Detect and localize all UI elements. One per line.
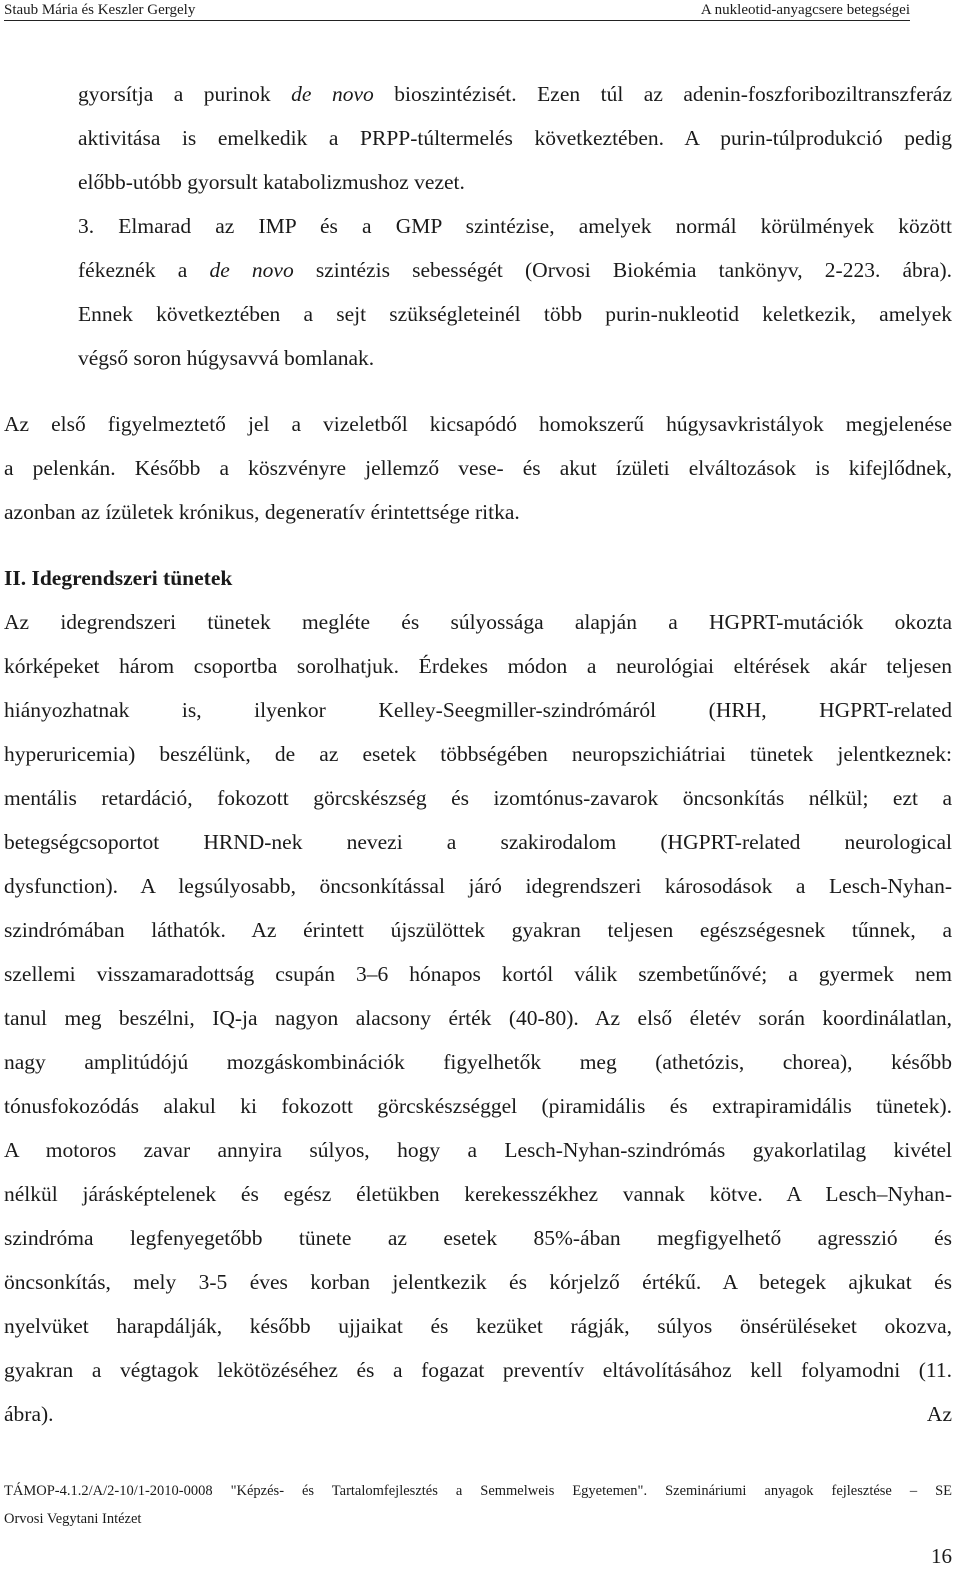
text-line: tanul meg beszélni, IQ-ja nagyon alacsony érték (40-80). Az első életév során koordinálatlan, <box>4 1006 952 1030</box>
text-line: gyakran a végtagok lekötözéséhez és a fogazat preventív eltávolításához kell folyamodni (11. <box>4 1358 952 1382</box>
text-line: végső soron húgysavvá bomlanak. <box>78 346 375 370</box>
footer-project-line: TÁMOP-4.1.2/A/2-10/1-2010-0008 "Képzés- és Tartalomfejlesztés a Semmelweis Egyetemen". Szemináriumi anyagok fejlesztése – SE <box>4 1483 952 1499</box>
text-line: előbb-utóbb gyorsult katabolizmushoz vezet. <box>78 170 465 194</box>
section-heading: II. Idegrendszeri tünetek <box>4 566 233 590</box>
list-item-3: 3. Elmarad az IMP és a GMP szintézise, amelyek normál körülmények között <box>78 214 952 238</box>
text-line: hyperuricemia) beszélünk, de az esetek többségében neuropszichiátriai tünetek jelentkeznek: <box>4 742 952 766</box>
text-line: tónusfokozódás alakul ki fokozott görcskészséggel (piramidális és extrapiramidális tünetek). <box>4 1094 952 1118</box>
text-line: mentális retardáció, fokozott görcskészség és izomtónus-zavarok öncsonkítás nélkül; ezt a <box>4 786 952 810</box>
text-line: azonban az ízületek krónikus, degeneratív érintettsége ritka. <box>4 500 520 524</box>
page-number: 16 <box>931 1544 952 1568</box>
text-line: aktivitása is emelkedik a PRPP-túltermelés következtében. A purin-túlprodukció pedig <box>78 126 952 150</box>
text-line: ábra). Az <box>4 1392 952 1436</box>
text-line: a pelenkán. Később a köszvényre jellemző vese- és akut ízületi elváltozások is kifejlődnek, <box>4 456 952 480</box>
text-line: nagy amplitúdójú mozgáskombinációk figyelhetők meg (athetózis, chorea), később <box>4 1050 952 1074</box>
header-chapter-title: A nukleotid-anyagcsere betegségei <box>700 2 910 18</box>
page-footer <box>4 1480 952 1530</box>
italic-term: de novo <box>291 82 374 106</box>
text-line: Az idegrendszeri tünetek megléte és súlyossága alapján a HGPRT-mutációk okozta <box>4 610 952 634</box>
text-line: öncsonkítás, mely 3-5 éves korban jelentkezik és kórjelző értékű. A betegek ajkukat és <box>4 1270 952 1294</box>
text-line: betegségcsoportot HRND-nek nevezi a szakirodalom (HGPRT-related neurological <box>4 830 952 854</box>
text-line: Az első figyelmeztető jel a vizeletből kicsapódó homokszerű húgysavkristályok megjelenése <box>4 412 952 436</box>
text-line: szindrómában láthatók. Az érintett újszülöttek gyakran teljesen egészségesnek tűnnek, a <box>4 918 952 942</box>
text-line: nyelvüket harapdálják, később ujjaikat és kezüket rágják, súlyos önsérüléseket okozva, <box>4 1314 952 1338</box>
text-line: fékeznék a de novo szintézis sebességét (Orvosi Biokémia tankönyv, 2-223. ábra). <box>78 258 953 282</box>
header-authors: Staub Mária és Keszler Gergely <box>4 2 196 18</box>
footer-institute: Orvosi Vegytani Intézet <box>4 1511 142 1527</box>
page-body <box>4 72 952 1436</box>
text-line: szindróma legfenyegetőbb tünete az esetek 85%-ában megfigyelhető agresszió és <box>4 1226 952 1250</box>
text-line: kórképeket három csoportba sorolhatjuk. Érdekes módon a neurológiai eltérések akár teljesen <box>4 654 952 678</box>
text-line: hiányozhatnak is, ilyenkor Kelley-Seegmiller-szindrómáról (HRH, HGPRT-related <box>4 698 952 722</box>
text-line: A motoros zavar annyira súlyos, hogy a Lesch-Nyhan-szindrómás gyakorlatilag kivétel <box>4 1138 952 1162</box>
italic-term: de novo <box>209 258 294 282</box>
text-line: dysfunction). A legsúlyosabb, öncsonkítással járó idegrendszeri károsodások a Lesch-Nyhan- <box>4 874 952 898</box>
text-line: nélkül járásképtelenek és egész életükben kerekesszékhez vannak kötve. A Lesch–Nyhan- <box>4 1182 952 1206</box>
running-header <box>4 0 910 21</box>
text-line: gyorsítja a purinok de novo bioszintézisét. Ezen túl az adenin-foszforiboziltranszferáz <box>78 82 952 106</box>
text-line: Ennek következtében a sejt szükségleteinél több purin-nukleotid keletkezik, amelyek <box>78 302 952 326</box>
text-fragment: Az <box>926 1402 952 1426</box>
text-line: szellemi visszamaradottság csupán 3–6 hónapos kortól válik szembetűnővé; a gyermek nem <box>4 962 952 986</box>
